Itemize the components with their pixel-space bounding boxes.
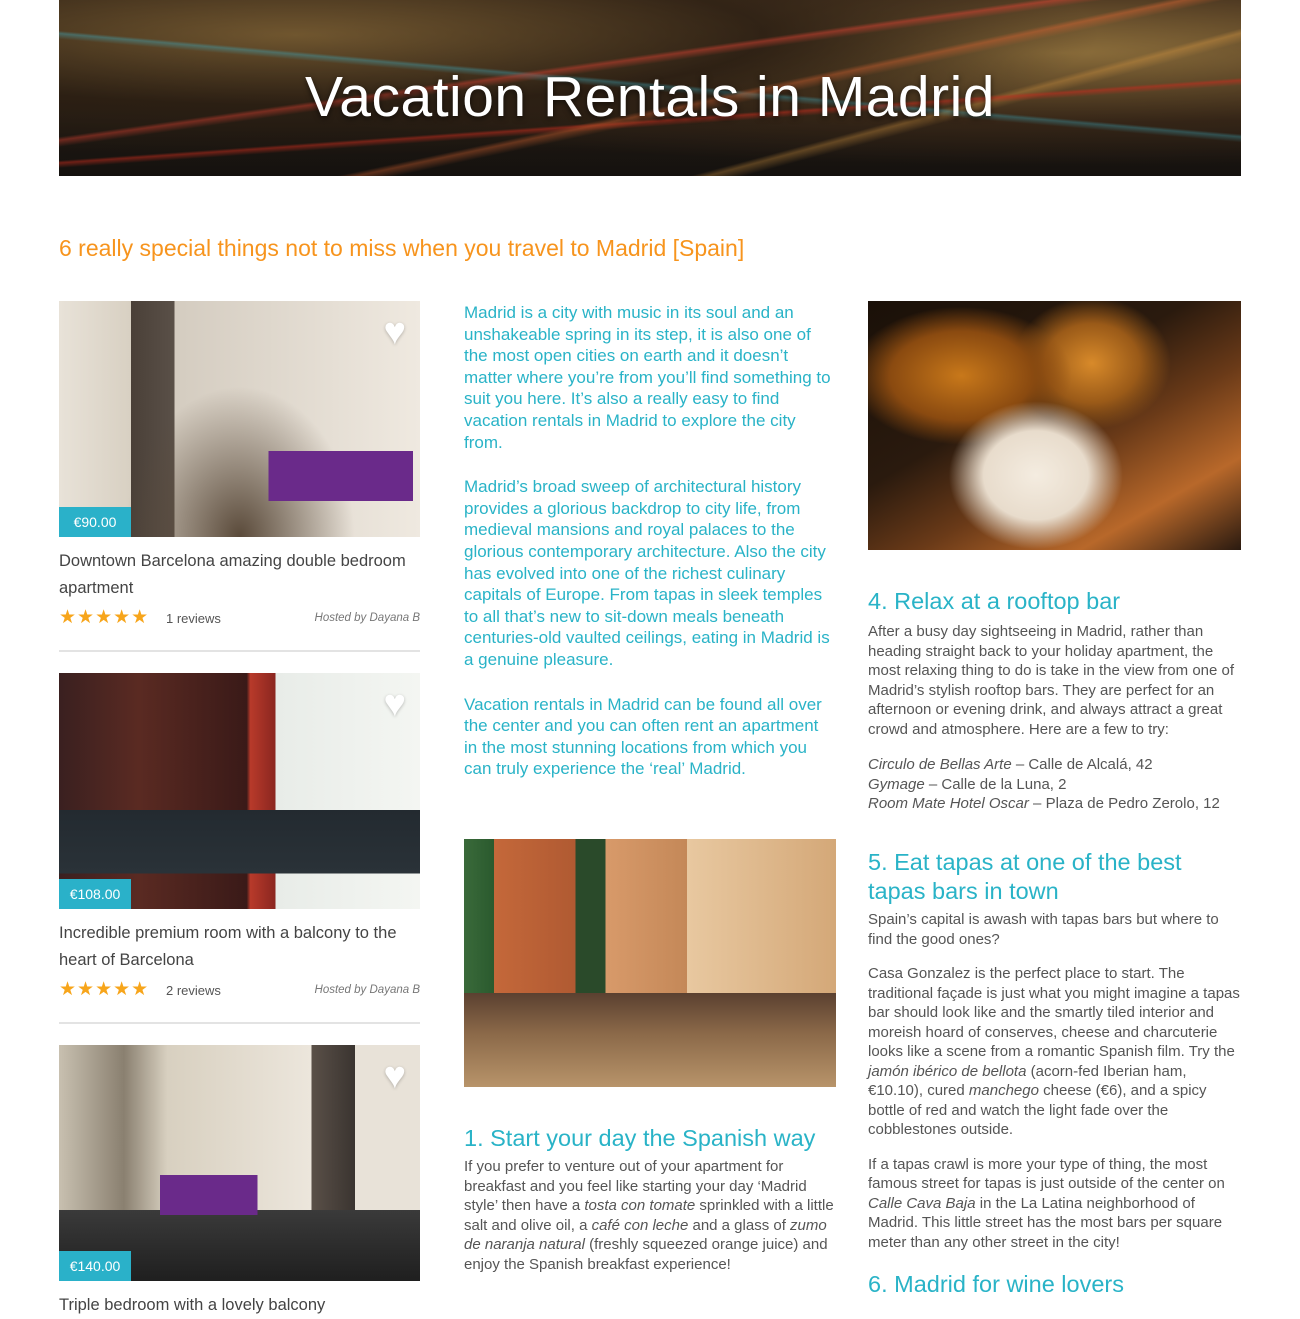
rating-row <box>59 608 420 630</box>
star-rating-icon: ★★★★★ <box>59 607 150 628</box>
host-name: Hosted by Dayana B <box>314 984 420 996</box>
price-badge: €140.00 <box>59 1251 131 1281</box>
section-body: Casa Gonzalez is the perfect place to start. The traditional façade is just what you might imagine a tapas bar should look like and the smartly tiled interior and moreish hoard of conserves, cheese and charcuterie looks like a scene from a romantic Spanish film. Try the jamón ibérico de bellota (acorn-fed Iberian ham, €10.10), cured manchego cheese (€6), and a spicy bottle of red and watch the light fade over the cobblestones outside. <box>868 965 1240 1138</box>
section-heading: 4. Relax at a rooftop bar <box>868 588 1121 614</box>
section-heading: 6. Madrid for wine lovers <box>868 1271 1124 1297</box>
listing-title[interactable]: Downtown Barcelona amazing double bedroom apartment <box>59 552 406 597</box>
section-heading: 1. Start your day the Spanish way <box>464 1125 816 1151</box>
listing-card[interactable] <box>59 301 420 630</box>
section-body: If a tapas crawl is more your type of thing, the most famous street for tapas is just outside of the center on Calle Cava Baja in the La Latina neighborhood of Madrid. This little street has the most bars per square meter than any other street in the city! <box>868 1155 1225 1251</box>
hero-banner <box>59 0 1241 176</box>
section-5 <box>868 848 1241 1252</box>
tapas-beer-photo <box>868 301 1241 550</box>
listing-card[interactable] <box>59 673 420 1002</box>
divider <box>59 1022 420 1024</box>
venue-item: Gymage – Calle de la Luna, 2 <box>868 775 1067 793</box>
section-body: Spain’s capital is awash with tapas bars but where to find the good ones? <box>868 911 1219 948</box>
section-1 <box>464 1124 836 1274</box>
listing-title[interactable]: Incredible premium room with a balcony to the heart of Barcelona <box>59 924 397 969</box>
venue-list <box>868 755 1241 814</box>
venue-item: Room Mate Hotel Oscar – Plaza de Pedro Zerolo, 12 <box>868 795 1220 812</box>
venue-item: Circulo de Bellas Arte – Calle de Alcalá, 42 <box>868 756 1153 773</box>
intro-paragraph: Vacation rentals in Madrid can be found all over the center and you can often rent an apartment in the most stunning locations from which you can truly experience the ‘real’ Madrid. <box>464 694 822 779</box>
section-4 <box>868 587 1241 814</box>
section-title: 6 really special things not to miss when you travel to Madrid [Spain] <box>59 235 745 261</box>
divider <box>59 650 420 652</box>
price-badge: €108.00 <box>59 879 131 909</box>
reviews-count[interactable]: 1 reviews <box>166 611 221 626</box>
listing-card[interactable] <box>59 1045 420 1319</box>
listing-photo[interactable] <box>59 301 420 537</box>
hero-title: Vacation Rentals in Madrid <box>305 65 995 130</box>
section-heading: 5. Eat tapas at one of the best tapas bars in town <box>868 849 1182 904</box>
rating-row <box>59 980 420 1002</box>
price-badge: €90.00 <box>59 507 131 537</box>
intro-text <box>464 302 836 803</box>
heart-icon[interactable]: ♥ <box>383 1055 406 1097</box>
heart-icon[interactable]: ♥ <box>383 683 406 725</box>
host-name: Hosted by Dayana B <box>314 612 420 624</box>
section-body: If you prefer to venture out of your apartment for breakfast and you feel like starting your day ‘Madrid style’ then have a tosta con tomate sprinkled with a little salt and olive oil, a café con leche and a glass of zumo de naranja natural (freshly squeezed orange juice) and enjoy the Spanish breakfast experience! <box>464 1158 834 1273</box>
reviews-count[interactable]: 2 reviews <box>166 983 221 998</box>
plaza-cafe-photo <box>464 839 836 1087</box>
intro-paragraph: Madrid is a city with music in its soul and an unshakeable spring in its step, it is also one of the most open cities on earth and it doesn’t matter where you’re from you’ll find something to suit you here. It’s also a really easy to find vacation rentals in Madrid to explore the city from. <box>464 303 831 452</box>
star-rating-icon: ★★★★★ <box>59 979 150 1000</box>
section-body: After a busy day sightseeing in Madrid, rather than heading straight back to your holiday apartment, the most relaxing thing to do is take in the view from one of Madrid’s stylish rooftop bars. They are perfect for an afternoon or evening drink, and always attract a great crowd and atmosphere. Here are a few to try: <box>868 623 1235 738</box>
section-6 <box>868 1270 1241 1299</box>
heart-icon[interactable]: ♥ <box>383 311 406 353</box>
listing-photo[interactable] <box>59 673 420 909</box>
listing-photo[interactable] <box>59 1045 420 1281</box>
listing-title[interactable]: Triple bedroom with a lovely balcony <box>59 1296 326 1314</box>
intro-paragraph: Madrid’s broad sweep of architectural history provides a glorious backdrop to city life, from medieval mansions and royal palaces to the glorious contemporary architecture. Also the city has evolved into one of the richest culinary capitals of Europe. From tapas in sleek temples to all that’s new to sit-down meals beneath centuries-old vaulted ceilings, eating in Madrid is a genuine pleasure. <box>464 477 830 669</box>
